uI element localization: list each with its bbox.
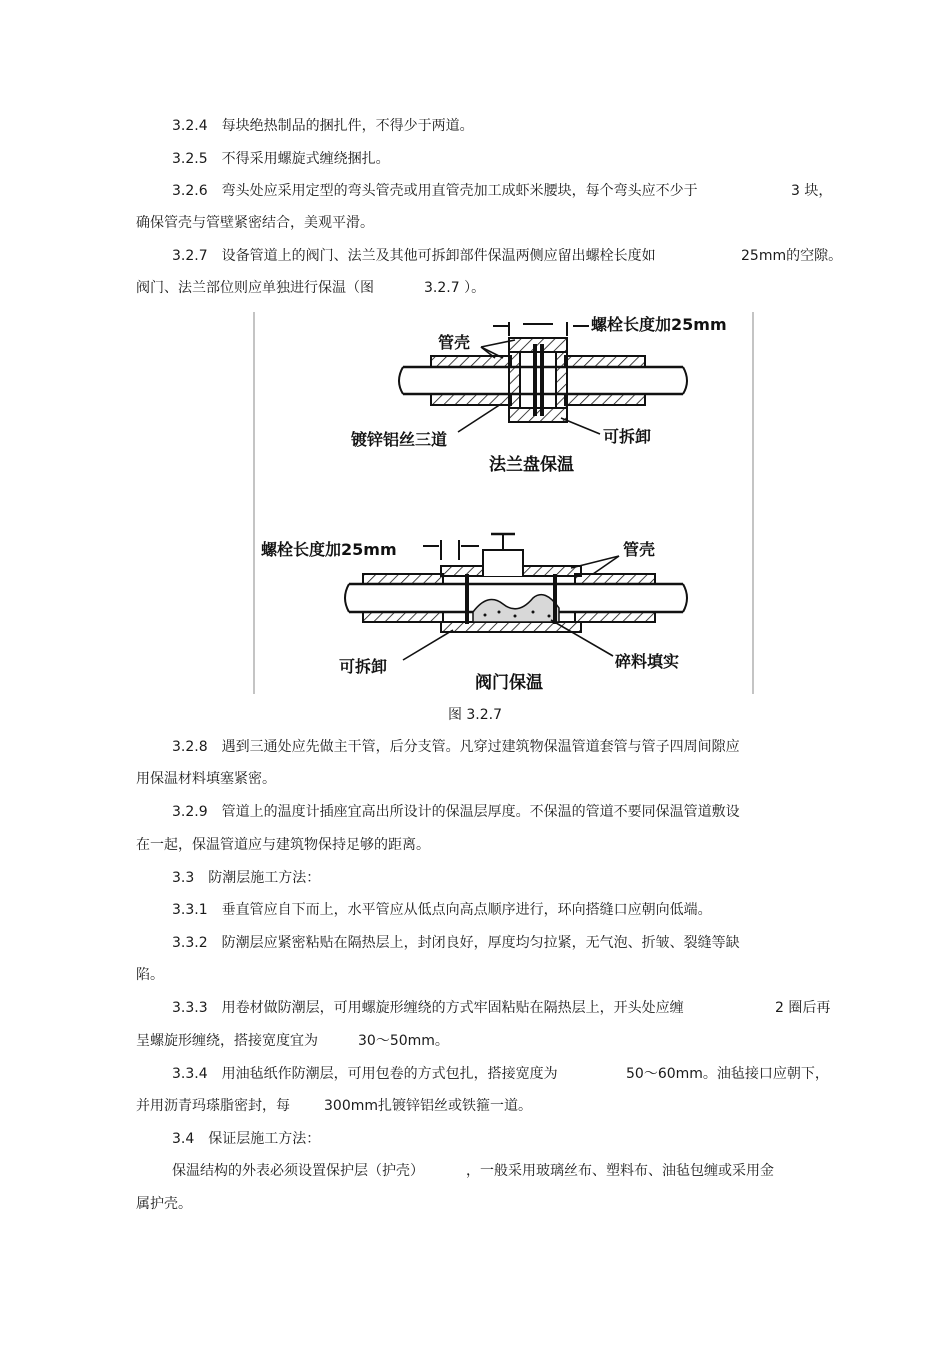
text-line: 3.2.6 弯头处应采用定型的弯头管壳或用直管壳加工成虾米腰块，每个弯头应不少于 [172, 183, 698, 199]
text-line: 3.2.7 ）。 [424, 280, 486, 296]
text-line: 用保温材料填塞紧密。 [136, 771, 276, 787]
flange-label-shell: 管壳 [438, 333, 471, 352]
valve-label-bolt: 螺栓长度加25mm [261, 540, 397, 559]
text-line: 3 块， [791, 183, 833, 199]
text-line: 阀门、法兰部位则应单独进行保温（图 [136, 280, 374, 296]
text-line: 并用沥青玛瑹脂密封，每 [136, 1098, 290, 1114]
valve-label-shell: 管壳 [623, 540, 656, 559]
text-line: 属护壳。 [136, 1196, 192, 1212]
flange-label-wire: 镀锌铝丝三道 [351, 430, 448, 449]
text-line: 2 圈后再 [775, 1000, 831, 1016]
text-line: 3.3.1 垂直管应自下而上，水平管应从低点向高点顺序进行，环向搭缝口应朝向低端。 [172, 902, 712, 918]
figure-caption: 图 3.2.7 [447, 707, 503, 723]
text-line: 在一起，保温管道应与建筑物保持足够的距离。 [136, 837, 430, 853]
text-line: 陷。 [136, 967, 164, 983]
text-line: 3.3.3 用卷材做防潮层，可用螺旋形缠绕的方式牢固粘贴在隔热层上，开头处应缠 [172, 1000, 684, 1016]
flange-label-removable: 可拆卸 [603, 427, 652, 446]
text-line: 3.2.4 每块绝热制品的捆扎件，不得少于两道。 [172, 118, 474, 134]
valve-label-fill: 碎料填实 [615, 652, 680, 671]
valve-label-removable: 可拆卸 [339, 657, 388, 676]
text-line: 3.4 保证层施工方法： [172, 1131, 321, 1147]
text-line: 3.3.4 用油毡纸作防潮层，可用包卷的方式包扎，搭接宽度为 [172, 1066, 558, 1082]
text-line: 300mm扎镀锌铝丝或铁箍一道。 [324, 1098, 532, 1114]
text-line: 3.2.7 设备管道上的阀门、法兰及其他可拆卸部件保温两侧应留出螺栓长度如 [172, 248, 656, 264]
text-line: 50～60mm。油毡接口应朝下， [626, 1066, 829, 1082]
text-line: 确保管壳与管壁紧密结合，美观平滑。 [136, 215, 374, 231]
text-line: 30～50mm。 [358, 1033, 449, 1049]
text-line: 25mm的空隙。 [741, 248, 843, 264]
text-line: 3.2.9 管道上的温度计插座宜高出所设计的保温层厚度。不保温的管道不要同保温管道敷设 [172, 804, 740, 820]
flange-title: 法兰盘保温 [489, 455, 574, 475]
text-line: 保温结构的外表必须设置保护层（护壳） [172, 1163, 424, 1179]
figure-3-2-7 [253, 312, 754, 694]
text-line: 3.3.2 防潮层应紧密粘贴在隔热层上，封闭良好，厚度均匀拉紧，无气泡、折皱、裂缝等缺 [172, 935, 740, 951]
text-line: 3.2.5 不得采用螺旋式缠绕捆扎。 [172, 151, 390, 167]
text-line: 3.2.8 遇到三通处应先做主干管，后分支管。凡穿过建筑物保温管道套管与管子四周间隙应 [172, 739, 740, 755]
insulation-diagram [253, 312, 754, 694]
text-line: ，一般采用玻璃丝布、塑料布、油毡包缠或采用金 [466, 1163, 774, 1179]
text-line: 呈螺旋形缠绕，搭接宽度宜为 [136, 1033, 318, 1049]
valve-title: 阀门保温 [475, 673, 543, 693]
text-line: 3.3 防潮层施工方法： [172, 870, 321, 886]
flange-label-bolt: 螺栓长度加25mm [591, 315, 727, 334]
